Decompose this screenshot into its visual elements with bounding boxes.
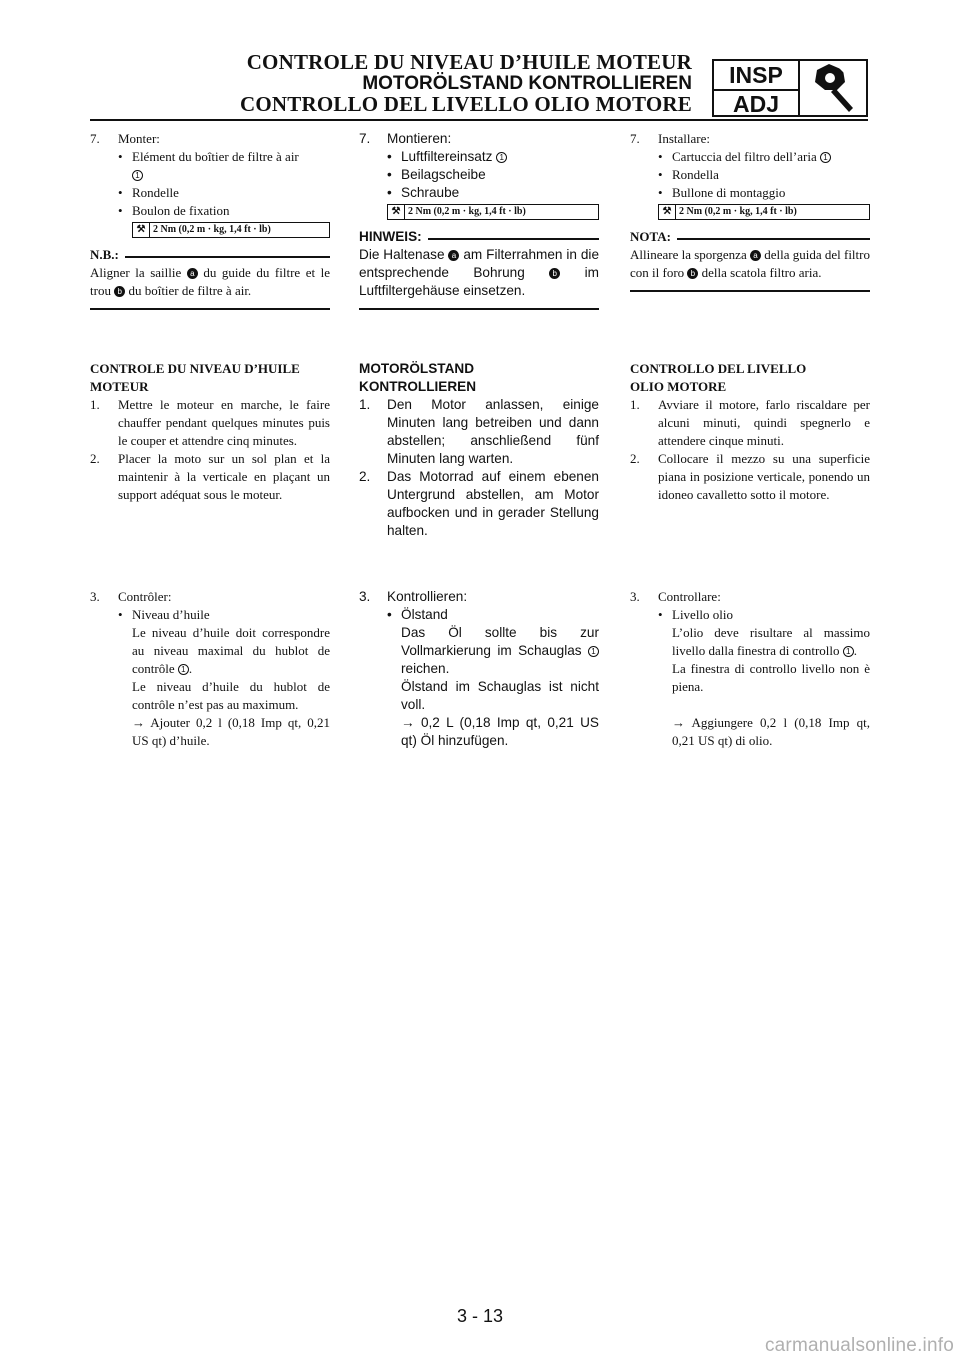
list-item: Livello olio — [672, 607, 734, 622]
header-title-de: MOTORÖLSTAND KONTROLLIEREN — [362, 73, 692, 94]
arrow-icon: → — [401, 715, 415, 730]
ref-callout: b — [114, 286, 125, 297]
note-label: N.B.: — [90, 247, 119, 262]
section-title: CONTROLLO DEL LIVELLO OLIO MOTORE — [630, 361, 807, 394]
step-title: Monter: — [118, 131, 160, 146]
section-title: MOTORÖLSTAND KONTROLLIEREN — [359, 361, 477, 394]
ref-callout: a — [187, 268, 198, 279]
it-note: NOTA: Allineare la sporgenza a della guida del filtro con il foro b della scatola filtro aria. — [630, 228, 870, 292]
ref-callout: 1 — [496, 152, 507, 163]
ref-callout: b — [687, 268, 698, 279]
ref-callout: 1 — [843, 646, 854, 657]
de-note: HINWEIS: Die Haltenase a am Filterrahmen in die entsprechende Bohrung b im Luftfiltergehäuse einsetzen. — [359, 228, 599, 310]
ref-callout: 1 — [820, 152, 831, 163]
ref-callout: 1 — [178, 664, 189, 675]
badge-insp: INSP — [729, 62, 783, 88]
step-text: Placer la moto sur un sol plan et la maintenir à la verticale en plaçant un support adéquat sous le moteur. — [118, 451, 330, 502]
fr-step7: 7. Monter: • Elément du boîtier de filtre à air 1 • Rondelle • Boulon de fixation ⚒ 2 Nm (0,2 m · kg, 1,4 ft · lb) — [90, 130, 330, 242]
torque-wrench-icon: ⚒ — [388, 205, 405, 219]
list-item: Ölstand — [401, 607, 448, 622]
ref-callout: 1 — [132, 170, 143, 181]
de-step3: 3. Kontrollieren: • Ölstand Das Öl sollte bis zur Vollmarkierung im Schauglas 1 reichen. Ölstand im Schauglas ist nicht voll. → 0,2 L (0,18 Imp qt, 0,21 US qt) Öl hinzufügen. — [359, 589, 599, 748]
fr-step3: 3. Contrôler: • Niveau d’huile Le niveau d’huile doit correspondre au niveau maximal du hublot de contrôle 1 . Le niveau d’huile du hublot de contrôle n’est pas au maximum. → Ajouter 0,2 l (0,18 Imp qt, 0,21 US qt) d’huile. — [90, 589, 330, 748]
step-text: Mettre le moteur en marche, le faire chauffer pendant quelques minutes puis le couper et attendre cinq minutes. — [118, 397, 330, 448]
list-item: Boulon de fixation — [132, 203, 230, 218]
list-item: Beilagscheibe — [401, 167, 486, 182]
list-item: Rondelle — [132, 185, 179, 200]
watermark: carmanualsonline.info — [764, 1335, 954, 1356]
list-item: Cartuccia del filtro dell’aria — [672, 149, 817, 164]
badge-adj: ADJ — [714, 89, 798, 117]
it-section: CONTROLLO DEL LIVELLO OLIO MOTORE 1. Avviare il motore, farlo riscaldare per alcuni minuti, quindi spegnerlo e attendere cinque minuti. 2. Collocare il mezzo su una superficie piana in posizione verticale, ponendo un idoneo cavalletto sotto il motore. — [630, 361, 870, 502]
step-text: Das Motorrad auf einem ebenen Untergrund abstellen, am Motor aufbocken und in gerader Stellung halten. — [387, 469, 599, 538]
page-header-titles — [240, 52, 692, 115]
torque-spec — [387, 204, 599, 220]
torque-value: 2 Nm (0,2 m · kg, 1,4 ft · lb) — [153, 224, 271, 235]
arrow-icon: → — [672, 715, 685, 730]
list-item: Niveau d’huile — [132, 607, 210, 622]
de-section: MOTORÖLSTAND KONTROLLIEREN 1. Den Motor anlassen, einige Minuten lang betreiben und dann abstellen; anschließend fünf Minuten lang warten. 2. Das Motorrad auf einem ebenen Untergrund abstellen, am Motor aufbocken und in gerader Stellung halten. — [359, 361, 599, 538]
de-step7: 7. Montieren: • Luftfiltereinsatz 1 • Beilagscheibe • Schraube ⚒ 2 Nm (0,2 m · kg, 1,4 ft · lb) — [359, 130, 599, 224]
step-text: Collocare il mezzo su una superficie piana in posizione verticale, ponendo un idoneo cavalletto sotto il motore. — [658, 451, 870, 502]
list-item: Luftfiltereinsatz — [401, 149, 493, 164]
torque-value: 2 Nm (0,2 m · kg, 1,4 ft · lb) — [408, 206, 526, 217]
fr-section: CONTROLE DU NIVEAU D’HUILE MOTEUR 1. Mettre le moteur en marche, le faire chauffer pendant quelques minutes puis le couper et attendre cinq minutes. 2. Placer la moto sur un sol plan et la maintenir à la verticale en plaçant un support adéquat sous le moteur. — [90, 361, 330, 502]
note-label: HINWEIS: — [359, 229, 422, 244]
torque-value: 2 Nm (0,2 m · kg, 1,4 ft · lb) — [679, 206, 797, 217]
header-rule — [90, 119, 868, 121]
wrench-nut-icon — [800, 61, 866, 115]
page-number: 3 - 13 — [456, 1306, 504, 1326]
fr-note: N.B.: Aligner la saillie a du guide du filtre et le trou b du boîtier de filtre à air. — [90, 246, 330, 310]
header-title-it: CONTROLLO DEL LIVELLO OLIO MOTORE — [240, 92, 692, 116]
section-badge — [712, 59, 868, 117]
ref-callout: b — [549, 268, 560, 279]
step-text: Den Motor anlassen, einige Minuten lang betreiben und dann abstellen; anschließend fünf Minuten lang warten. — [387, 397, 599, 466]
ref-callout: a — [750, 250, 761, 261]
header-title-fr: CONTROLE DU NIVEAU D’HUILE MOTEUR — [246, 50, 692, 74]
ref-callout: a — [448, 250, 459, 261]
list-item: Elément du boîtier de filtre à air — [132, 149, 299, 164]
it-step7: 7. Installare: • Cartuccia del filtro dell’aria 1 • Rondella • Bullone di montaggio ⚒ 2 Nm (0,2 m · kg, 1,4 ft · lb) — [630, 130, 870, 224]
note-label: NOTA: — [630, 229, 671, 244]
arrow-icon: → — [132, 715, 145, 730]
it-step3: 3. Controllare: • Livello olio L’olio deve risultare al massimo livello dalla finestra di controllo 1 . La finestra di controllo livello non è piena. → Aggiungere 0,2 l (0,18 Imp qt, 0,21 US qt) di olio. — [630, 589, 870, 748]
ref-callout: 1 — [588, 646, 599, 657]
torque-spec — [658, 204, 870, 220]
list-item: Schraube — [401, 185, 460, 200]
torque-wrench-icon: ⚒ — [133, 223, 150, 237]
list-item: Bullone di montaggio — [672, 185, 786, 200]
step-number: 7. — [90, 131, 100, 146]
list-item: Rondella — [672, 167, 719, 182]
section-title: CONTROLE DU NIVEAU D’HUILE MOTEUR — [90, 361, 300, 394]
torque-wrench-icon: ⚒ — [659, 205, 676, 219]
torque-spec — [132, 222, 330, 238]
step-text: Avviare il motore, farlo riscaldare per alcuni minuti, quindi spegnerlo e attendere cinque minuti. — [658, 397, 870, 448]
